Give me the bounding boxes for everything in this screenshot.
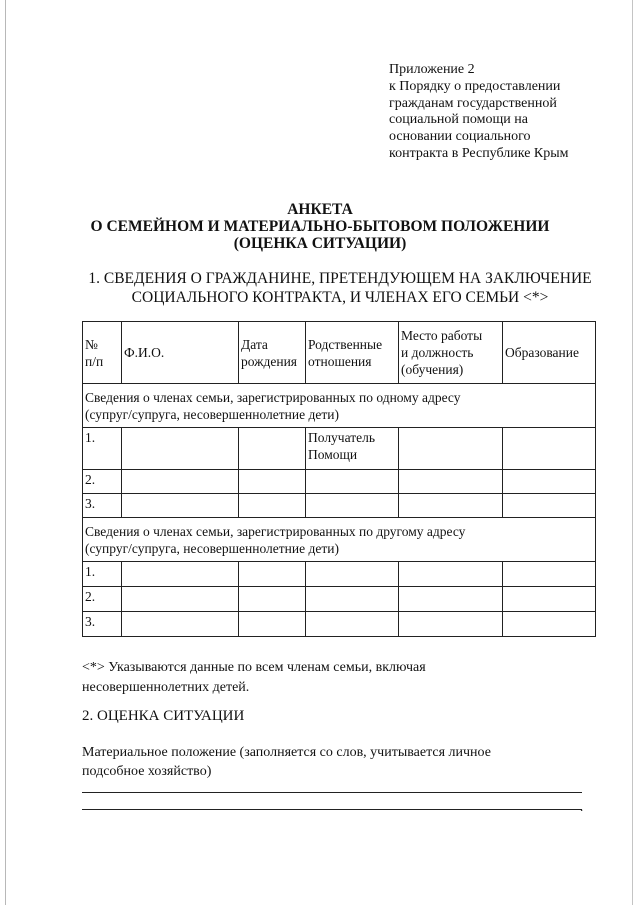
header-relation: Родственные отношения xyxy=(306,322,399,384)
material-line: подсобное хозяйство) xyxy=(82,764,212,779)
material-line: Материальное положение (заполняется со слов, учитывается личное xyxy=(82,745,491,760)
cell-birth-date[interactable] xyxy=(239,587,306,612)
cell-education[interactable] xyxy=(503,587,596,612)
fill-in-line[interactable] xyxy=(82,809,582,810)
cell-relation[interactable] xyxy=(306,587,399,612)
section-1-heading: 1. СВЕДЕНИЯ О ГРАЖДАНИНЕ, ПРЕТЕНДУЮЩЕМ НА ЗАКЛЮЧЕНИЕ xyxy=(88,270,592,287)
cell-fio[interactable] xyxy=(122,428,239,470)
cell-birth-date[interactable] xyxy=(239,612,306,637)
cell-workplace[interactable] xyxy=(399,612,503,637)
scan-left-edge xyxy=(5,0,6,905)
document-subtitle-note: (ОЦЕНКА СИТУАЦИИ) xyxy=(233,235,407,252)
cell-education[interactable] xyxy=(503,470,596,494)
row-number: 2. xyxy=(83,587,122,612)
document-title: АНКЕТА xyxy=(287,201,353,218)
cell-education[interactable] xyxy=(503,612,596,637)
group-heading-row xyxy=(83,384,596,428)
footnote-line: <*> Указываются данные по всем членам семьи, включая xyxy=(82,660,426,675)
line-end-mark: . xyxy=(580,799,584,814)
cell-education[interactable] xyxy=(503,428,596,470)
cell-workplace[interactable] xyxy=(399,587,503,612)
cell-workplace[interactable] xyxy=(399,470,503,494)
document-subtitle: О СЕМЕЙНОМ И МАТЕРИАЛЬНО-БЫТОВОМ ПОЛОЖЕНИИ xyxy=(90,218,550,235)
cell-fio[interactable] xyxy=(122,470,239,494)
group-2-heading: Сведения о членах семьи, зарегистрированных по другому адресу (супруг/супруга, несовершеннолетние дети) xyxy=(83,518,596,562)
table-row xyxy=(83,494,596,518)
appendix-line: к Порядку о предоставлении xyxy=(389,78,561,94)
cell-birth-date[interactable] xyxy=(239,562,306,587)
header-workplace: Место работы и должность (обучения) xyxy=(399,322,503,384)
cell-relation[interactable] xyxy=(306,562,399,587)
appendix-line: социальной помощи на xyxy=(389,112,528,128)
cell-relation[interactable] xyxy=(306,470,399,494)
group-heading-row xyxy=(83,518,596,562)
cell-workplace[interactable] xyxy=(399,494,503,518)
header-education: Образование xyxy=(503,322,596,384)
row-number: 1. xyxy=(83,562,122,587)
cell-relation[interactable] xyxy=(306,612,399,637)
table-row xyxy=(83,587,596,612)
row-number: 1. xyxy=(83,428,122,470)
row-number: 3. xyxy=(83,494,122,518)
cell-birth-date[interactable] xyxy=(239,470,306,494)
table-header-row xyxy=(83,322,596,384)
family-members-table xyxy=(82,321,596,637)
cell-education[interactable] xyxy=(503,562,596,587)
cell-fio[interactable] xyxy=(122,562,239,587)
appendix-line: гражданам государственной xyxy=(389,95,557,111)
cell-workplace[interactable] xyxy=(399,428,503,470)
header-birth-date: Дата рождения xyxy=(239,322,306,384)
appendix-line: контракта в Республике Крым xyxy=(389,145,569,161)
cell-fio[interactable] xyxy=(122,612,239,637)
header-fio: Ф.И.О. xyxy=(122,322,239,384)
group-1-heading: Сведения о членах семьи, зарегистрированных по одному адресу (супруг/супруга, несовершеннолетние дети) xyxy=(83,384,596,428)
cell-fio[interactable] xyxy=(122,494,239,518)
appendix-line: основании социального xyxy=(389,129,531,145)
cell-birth-date[interactable] xyxy=(239,428,306,470)
cell-relation[interactable] xyxy=(306,494,399,518)
scan-right-edge xyxy=(632,0,633,905)
cell-fio[interactable] xyxy=(122,587,239,612)
fill-in-line[interactable] xyxy=(82,792,582,793)
header-number: № п/п xyxy=(83,322,122,384)
table-row xyxy=(83,612,596,637)
table-row xyxy=(83,562,596,587)
material-status-label xyxy=(82,743,491,781)
appendix-block xyxy=(389,62,629,163)
cell-relation: Получатель Помощи xyxy=(306,428,399,470)
cell-birth-date[interactable] xyxy=(239,494,306,518)
footnote xyxy=(82,658,426,698)
row-number: 2. xyxy=(83,470,122,494)
appendix-line: Приложение 2 xyxy=(389,62,475,77)
section-1-heading-cont: СОЦИАЛЬНОГО КОНТРАКТА, И ЧЛЕНАХ ЕГО СЕМЬИ <*> xyxy=(131,289,549,306)
footnote-line: несовершеннолетних детей. xyxy=(82,680,250,695)
row-number: 3. xyxy=(83,612,122,637)
cell-education[interactable] xyxy=(503,494,596,518)
cell-workplace[interactable] xyxy=(399,562,503,587)
section-2-heading: 2. ОЦЕНКА СИТУАЦИИ xyxy=(82,708,245,724)
table-row xyxy=(83,470,596,494)
table-row xyxy=(83,428,596,470)
